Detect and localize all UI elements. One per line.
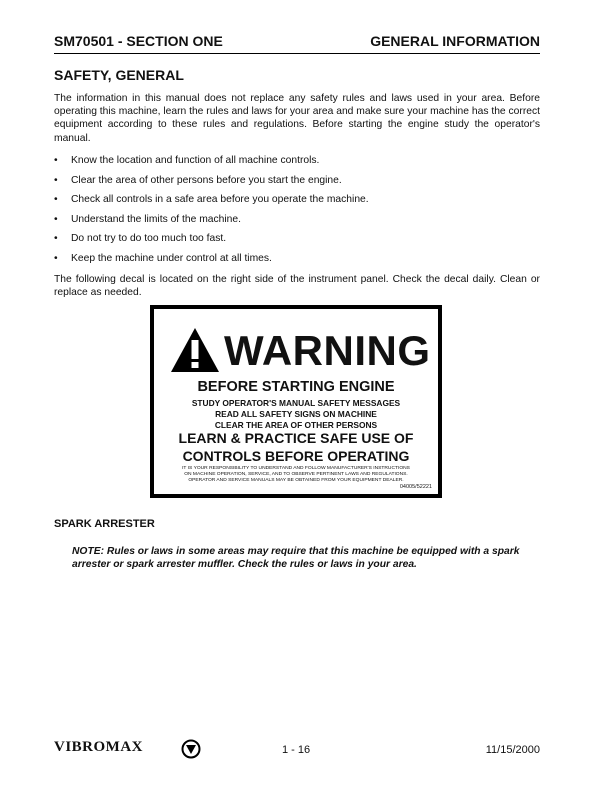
manual-section-label: SM70501 - SECTION ONE [54,33,223,49]
vibromax-emblem-icon [181,739,201,759]
decal-small-print-3: OPERATOR AND SERVICE MANUALS MAY BE OBTAINED FROM YOUR EQUIPMENT DEALER. [188,478,404,483]
bullet-icon: • [54,174,58,186]
chapter-title: GENERAL INFORMATION [370,33,540,49]
spark-arrester-heading: SPARK ARRESTER [54,518,155,530]
list-item: • Check all controls in a safe area before you operate the machine. [54,194,369,205]
vibromax-wordmark: VIBROMAX [54,739,143,755]
section-heading: SAFETY, GENERAL [54,67,184,83]
warning-heading-row [170,327,431,375]
list-item: • Keep the machine under control at all times. [54,252,272,264]
bullet-icon: • [54,194,58,205]
page-number: 1 - 16 [282,744,311,756]
decal-intro-paragraph: The following decal is located on the right side of the instrument panel. Check the decal daily. Clean or replace as needed. [54,274,540,299]
bullet-icon: • [54,155,58,166]
warning-decal-panel [154,309,438,494]
decal-small-print-2: ON MACHINE OPERATION, SERVICE, AND TO OBSERVE PERTINENT LAWS AND REGULATIONS. [184,472,408,477]
list-item: • Know the location and function of all machine controls. [54,155,320,166]
decal-line-read-signs: READ ALL SAFETY SIGNS ON MACHINE [215,409,377,419]
decal-line-controls: CONTROLS BEFORE OPERATING [182,448,410,464]
bullet-icon: • [54,252,58,264]
list-item: • Understand the limits of the machine. [54,213,241,225]
warning-decal [150,305,442,498]
decal-line-learn-practice: LEARN & PRACTICE SAFE USE OF [178,430,414,446]
safety-bullet-list [54,154,540,271]
intro-paragraph: The information in this manual does not replace any safety rules and laws used in your area. Before operating this machine, learn the rules and laws for your area and make sure your machine has the correct equipment according to these rules and regulations. Before starting the engine study the operator's manual. [54,93,540,144]
list-item: • Clear the area of other persons before you start the engine. [54,174,342,186]
warning-heading: WARNING [224,327,431,374]
warning-triangle-icon [170,327,220,373]
decal-small-print-1: IT IS YOUR RESPONSIBILITY TO UNDERSTAND AND FOLLOW MANUFACTURER'S INSTRUCTIONS [182,466,410,471]
spark-arrester-note: NOTE: Rules or laws in some areas may require that this machine be equipped with a spark arrester or spark arrester muffler. Check the rules or laws in your area. [72,546,520,571]
decal-line-clear-area: CLEAR THE AREA OF OTHER PERSONS [214,420,378,430]
list-item: • Do not try to do too much too fast. [54,233,227,244]
revision-date: 11/15/2000 [485,744,540,756]
decal-line-study-manual: STUDY OPERATOR'S MANUAL SAFETY MESSAGES [191,398,401,408]
bullet-icon: • [54,233,58,244]
decal-line-before-starting: BEFORE STARTING ENGINE [197,379,395,395]
decal-part-number: 04005/52221 [399,484,432,490]
bullet-icon: • [54,213,58,225]
page-header [54,33,540,54]
